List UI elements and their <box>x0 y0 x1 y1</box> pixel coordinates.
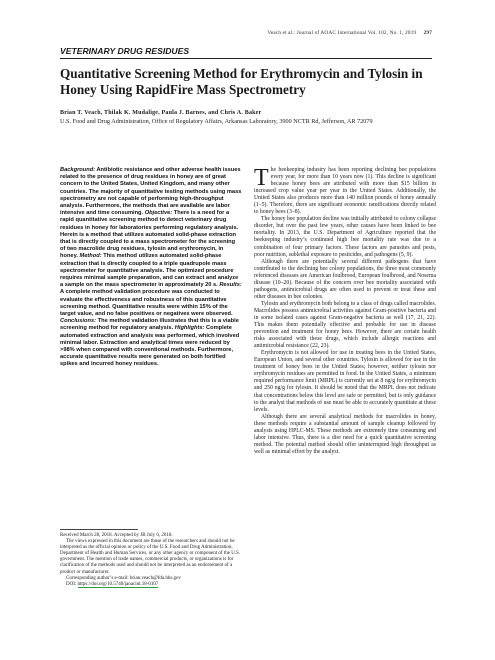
corresponding-author: Corresponding author’s e-mail: brian.veach@fda.hhs.gov <box>66 575 182 581</box>
received-date: Received March 28, 2018. Accepted by JB July 6, 2018. <box>60 533 173 538</box>
abstract-results: A complete method validation procedure was conducted to evaluate the effectiveness and robustness of this quantitative screening method. Quantitative results were within 15% of the target value, and no false positives or negatives were observed. <box>60 289 233 318</box>
doi-label: DOI: <box>66 581 77 587</box>
abstract-method-label: Method: <box>79 253 102 260</box>
abstract-highlights: Complete automated extraction and analysis was performed, which involved minimal labor. Extraction and analytical times were reduced by >98% when compared with conventional methods. Furthermore, accurate quantitative results were generated on both fortified spikes and incurred honey residues. <box>60 325 240 368</box>
page-number: 297 <box>423 30 432 36</box>
abstract-method: This method utilizes automated solid-phase extraction that is directly coupled to a triple quadrupole mass spectrometer for quantitative analysis. The optimized procedure requires minimal sample preparation, and can extract and analyze a sample on the mass spectrometer in approximately 20 s. <box>60 253 239 289</box>
footnotes <box>60 533 246 588</box>
doi-line <box>60 582 246 588</box>
body-text <box>254 167 436 456</box>
section-label: VETERINARY DRUG RESIDUES <box>60 46 432 59</box>
body-paragraph-2: The honey bee population decline was initially attributed to colony collapse disorder, but over the past few years, other causes have been linked to bee mortality. In 2013, the U.S. Department of Agriculture reported that the beekeeping industry’s continued high bee mortality rate was due to a combination of four primary factors. These factors are parasites and pests, poor nutrition, sublethal exposure to pesticides, and pathogens (5, 9). <box>254 216 436 258</box>
running-head <box>60 30 432 36</box>
body-paragraph-1 <box>254 167 436 216</box>
disclaimer: The views expressed in this document are those of the researchers and should not be interpreted as the official opinion or policy of the U.S. Food and Drug Administration, Department of Health and Human Services, or any other agency or component of the U.S. government. The mention of trade names, commercial products, or organizations is for clarification of the methods used and should not be interpreted as an endorsement of a product or manufacturer. <box>60 539 241 575</box>
abstract <box>60 167 242 369</box>
abstract-highlights-label: Highlights: <box>174 325 205 332</box>
abstract-objective: There is a need for a rapid quantitative screening method to detect veterinary drug residues in honey for laboratories performing regulatory analysis. Herein is a method that utilizes automated solid-phase extraction that is directly coupled to a mass spectrometer for the screening of two macrolide drug residues, tylosin and erythromycin, in honey. <box>60 210 239 260</box>
doi-link[interactable]: https://doi.org/10.5740/jaoacint.18-0107 <box>77 581 159 587</box>
abstract-background: Antibiotic resistance and other adverse health issues related to the presence of drug residues in honey are of great concern to the United States, United Kingdom, and many other countries. The majority of quantitative testing methods using mass spectrometry are not capable of performing high-throughput analysis. Furthermore, the methods that are available are labor intensive and time consuming. <box>60 167 242 217</box>
body-paragraph-3: Although there are potentially several different pathogens that have contributed to the declining bee colony populations, the three most commonly referenced diseases are American foulbrood, European foulbrood, and Nosema disease (10–20). Because of the concern over bee mortality associated with pathogens, antimicrobial drugs are often used to prevent or treat these and other diseases in bee colonies. <box>254 258 436 300</box>
article-title: Quantitative Screening Method for Erythromycin and Tylosin in Honey Using RapidFire Mass Spectrometry <box>60 66 423 97</box>
body-paragraph-6: Although there are several analytical methods for macrolides in honey, these methods require a substantial amount of sample cleanup followed by analysis using HPLC-MS. These methods are extremely time consuming and labor intensive. Thus, there is a dire need for a quick quantitative screening method. The potential method should offer uninterrupted high throughput as well as minimal effort by the analyst. <box>254 413 436 455</box>
footnote-divider <box>60 529 138 530</box>
running-head-text: Veach et al.: Journal of AOAC International Vol. 102, No. 1, 2019 <box>267 30 417 36</box>
abstract-objective-label: Objective: <box>144 210 173 217</box>
body-paragraph-1-text: he beekeeping industry has been reporting declining bee populations every year, for more than 10 years now (1). This decline is significant because honey bees are attributed with more than $15 billion in increased crop value year per year in the United States. Additionally, the United States also produces more than 140 million pounds of honey annually (1–5). Therefore, there are significant economic ramifications directly related to honey bees (3–8). <box>254 167 436 216</box>
abstract-background-label: Background: <box>60 167 96 173</box>
abstract-conclusions: The method validation illustrates that this is a viable screening method for regulatory analysis. <box>60 318 239 332</box>
author-list: Brian T. Veach, Thilak K. Mudalige, Paula J. Barnes, and Chris A. Baker <box>60 110 262 116</box>
abstract-results-label: Results: <box>219 282 242 289</box>
body-paragraph-5: Erythromycin is not allowed for use in treating bees in the United States, European Union, and several other countries. Tylosin is allowed for use in the treatment of honey bees in the United States; however, neither tylosin nor erythromycin residues are permitted in food. In the United States, a minimum required performance limit (MRPL) is currently set at 8 ng/g for erythromycin and 250 ng/g for tylosin. It should be noted that the MRPL does not indicate that concentrations below this level are safe or permitted, but is only guidance to the analyst that methods of use must be able to accurately quantitate at these levels. <box>254 350 436 413</box>
drop-cap: T <box>254 165 269 191</box>
abstract-conclusions-label: Conclusions: <box>60 318 97 325</box>
affiliation: U.S. Food and Drug Administration, Office of Regulatory Affairs, Arkansas Laboratory, 3900 NCTR Rd, Jefferson, AR 72079 <box>60 118 373 125</box>
body-paragraph-4: Tylosin and erythromycin both belong to a class of drugs called macrolides. Macrolides possess antimicrobial activities against Gram-positive bacteria and in some isolated cases against Gram-negative bacteria as well (17, 21, 22). This makes them potentially effective and probable for use in disease prevention and treatment for honey bees. However, there are certain health risks associated with these drugs, which include allergic reactions and antimicrobial resistance (22, 23). <box>254 300 436 350</box>
